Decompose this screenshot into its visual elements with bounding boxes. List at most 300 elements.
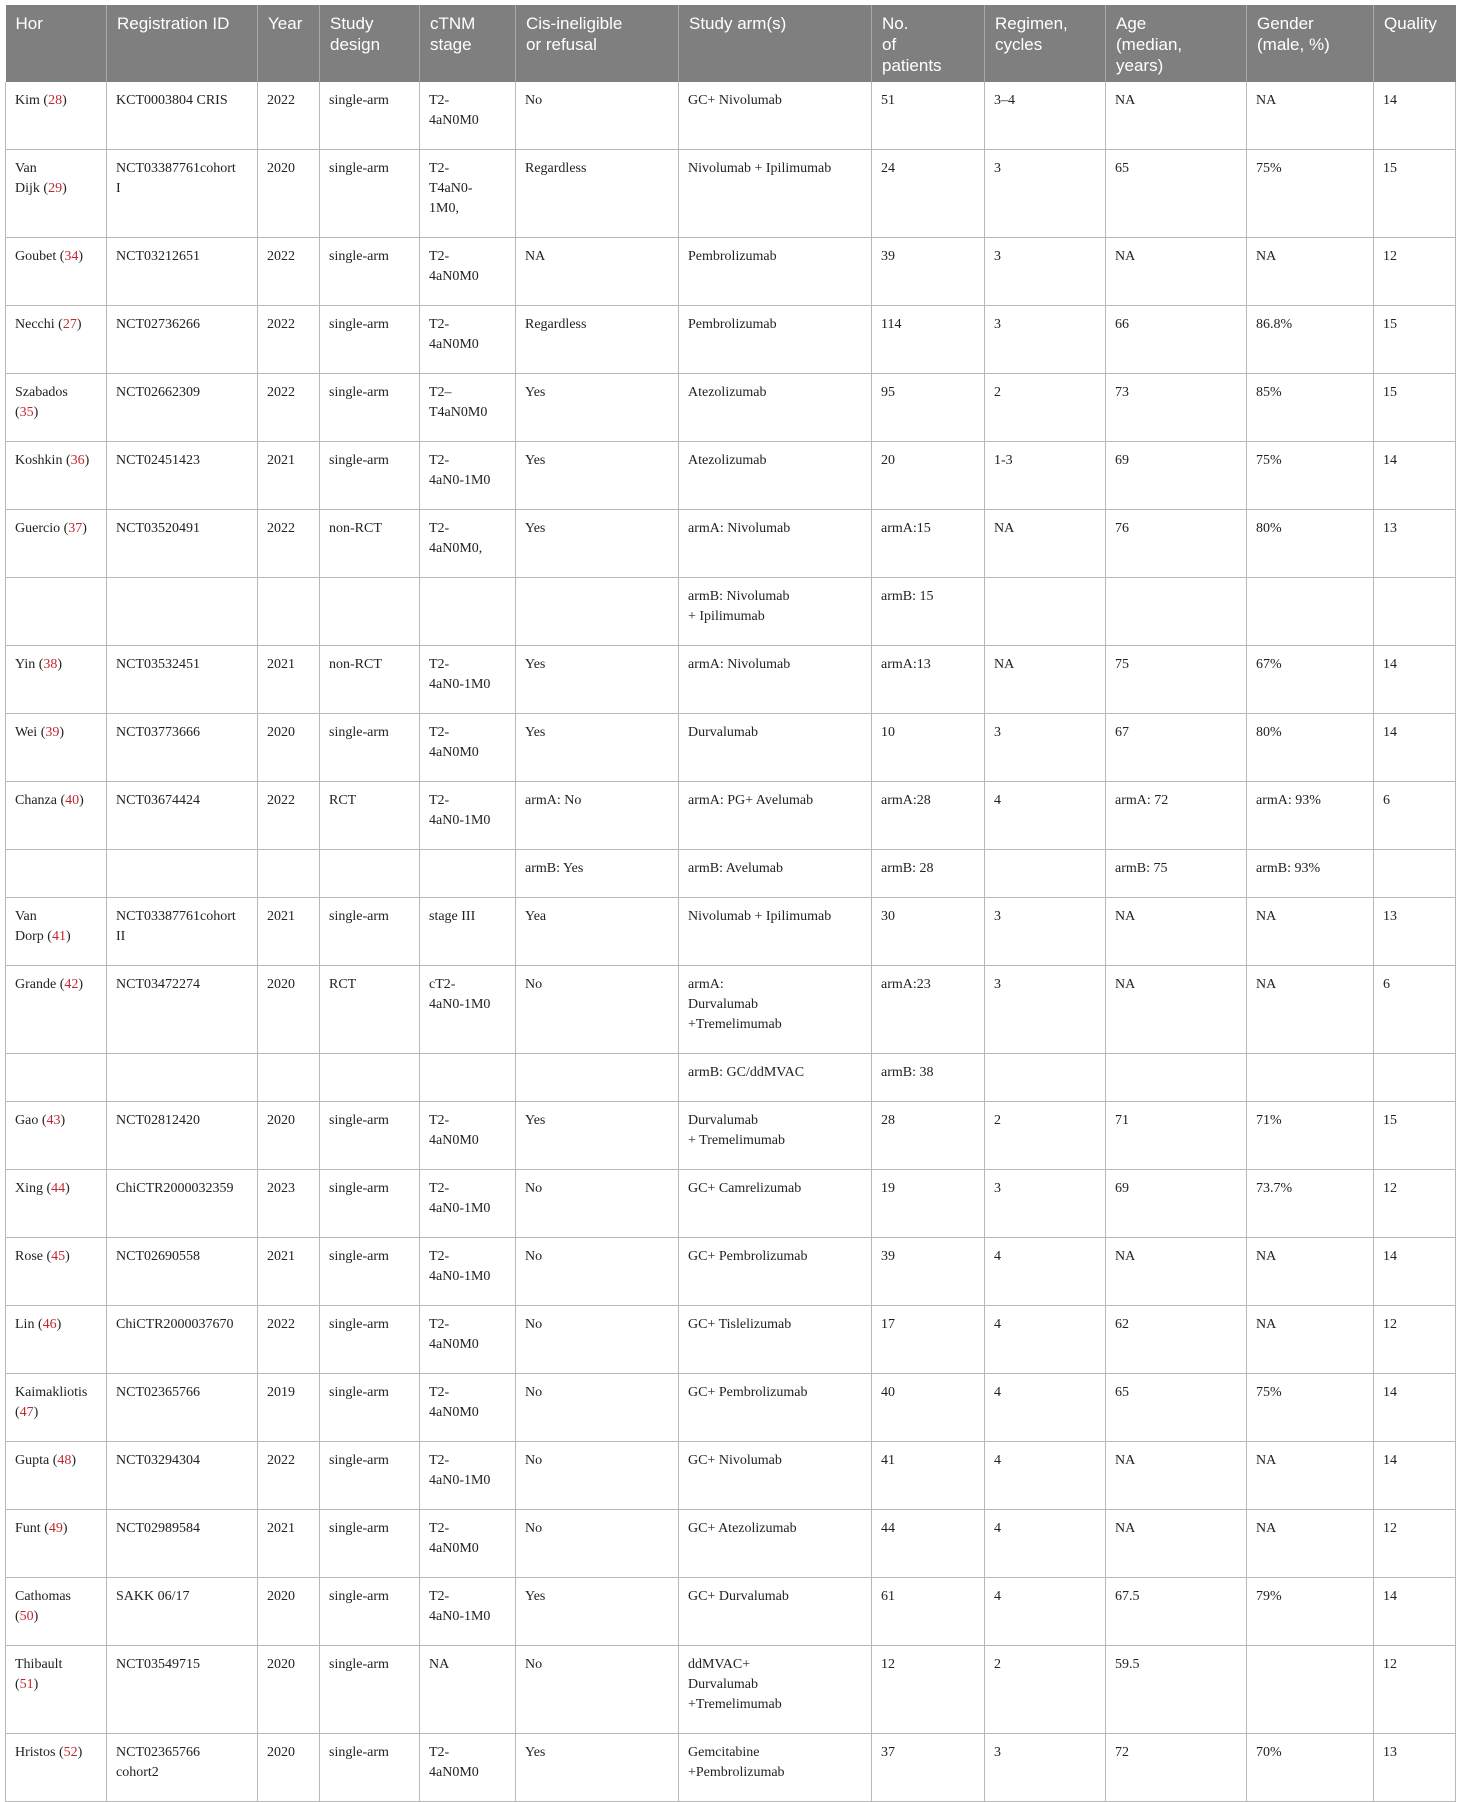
cell-age: 62 (1106, 1306, 1247, 1374)
col-header: No. of patients (872, 5, 985, 82)
cell-patients: 95 (872, 374, 985, 442)
cell-quality (1374, 578, 1456, 646)
reference-link[interactable]: 34 (64, 249, 79, 264)
cell-patients: 39 (872, 1238, 985, 1306)
cell-cis-ineligible: armB: Yes (516, 850, 679, 898)
cell-ctnm-stage: cT2- 4aN0-1M0 (420, 966, 516, 1054)
cell-regimen-cycles: 3 (985, 238, 1106, 306)
cell-regimen-cycles: 2 (985, 374, 1106, 442)
cell-regimen-cycles: 4 (985, 1510, 1106, 1578)
col-header: Hor (6, 5, 107, 82)
cell-patients: 44 (872, 1510, 985, 1578)
cell-registration-id: NCT02690558 (107, 1238, 258, 1306)
table-row (6, 1442, 1456, 1510)
cell-registration-id: NCT03532451 (107, 646, 258, 714)
author-name: Lin (15, 1317, 35, 1332)
cell-year: 2022 (258, 782, 320, 850)
author-name: Guercio (15, 521, 61, 536)
cell-regimen-cycles (985, 1054, 1106, 1102)
cell-gender: NA (1247, 898, 1374, 966)
cell-regimen-cycles (985, 578, 1106, 646)
cell-ctnm-stage: T2- 4aN0-1M0 (420, 1578, 516, 1646)
cell-study-design: non-RCT (320, 510, 420, 578)
cell-regimen-cycles: NA (985, 510, 1106, 578)
cell-author: Funt (49) (6, 1510, 107, 1578)
cell-quality (1374, 1054, 1456, 1102)
cell-registration-id: NCT03472274 (107, 966, 258, 1054)
cell-study-arms: GC+ Pembrolizumab (679, 1374, 872, 1442)
table-row (6, 1306, 1456, 1374)
cell-cis-ineligible: No (516, 82, 679, 150)
cell-regimen-cycles: 3–4 (985, 82, 1106, 150)
cell-author: Guercio (37) (6, 510, 107, 578)
cell-year: 2020 (258, 1646, 320, 1734)
cell-registration-id: NCT02365766 (107, 1374, 258, 1442)
cell-age: NA (1106, 1442, 1247, 1510)
cell-ctnm-stage: T2- 4aN0-1M0 (420, 1238, 516, 1306)
cell-quality: 13 (1374, 898, 1456, 966)
col-header: Study arm(s) (679, 5, 872, 82)
cell-study-design (320, 850, 420, 898)
cell-year: 2020 (258, 714, 320, 782)
reference-link[interactable]: 35 (19, 405, 34, 420)
cell-study-design: single-arm (320, 714, 420, 782)
cell-year: 2022 (258, 238, 320, 306)
author-name: Gupta (15, 1453, 50, 1468)
author-name: Wei (15, 725, 38, 740)
cell-gender: 80% (1247, 510, 1374, 578)
cell-registration-id: NCT03773666 (107, 714, 258, 782)
table-row (6, 1102, 1456, 1170)
author-name: Funt (15, 1521, 41, 1536)
cell-author: Cathomas (50) (6, 1578, 107, 1646)
cell-study-arms: GC+ Camrelizumab (679, 1170, 872, 1238)
table-row (6, 578, 1456, 646)
cell-cis-ineligible: No (516, 1510, 679, 1578)
cell-age: 69 (1106, 1170, 1247, 1238)
cell-patients: 30 (872, 898, 985, 966)
author-name: Van Dorp (15, 909, 44, 944)
cell-quality: 12 (1374, 1170, 1456, 1238)
col-header: Study design (320, 5, 420, 82)
reference-link[interactable]: 36 (70, 453, 85, 468)
table-row (6, 1170, 1456, 1238)
cell-cis-ineligible: Yea (516, 898, 679, 966)
cell-study-arms: GC+ Nivolumab (679, 82, 872, 150)
cell-gender: NA (1247, 238, 1374, 306)
cell-year: 2022 (258, 306, 320, 374)
cell-year: 2022 (258, 1306, 320, 1374)
author-name: Goubet (15, 249, 57, 264)
cell-registration-id: NCT03387761cohort II (107, 898, 258, 966)
cell-year: 2023 (258, 1170, 320, 1238)
table-row (6, 442, 1456, 510)
cell-regimen-cycles: NA (985, 646, 1106, 714)
cell-cis-ineligible: Yes (516, 1102, 679, 1170)
cell-study-arms: Atezolizumab (679, 442, 872, 510)
cell-patients: 51 (872, 82, 985, 150)
cell-cis-ineligible: No (516, 1374, 679, 1442)
cell-registration-id: NCT03212651 (107, 238, 258, 306)
reference-link[interactable]: 50 (19, 1609, 34, 1624)
cell-year (258, 578, 320, 646)
reference-link[interactable]: 48 (57, 1453, 72, 1468)
cell-patients: 20 (872, 442, 985, 510)
cell-registration-id: NCT02736266 (107, 306, 258, 374)
cell-gender: NA (1247, 966, 1374, 1054)
cell-study-design: non-RCT (320, 646, 420, 714)
cell-study-arms: armA: PG+ Avelumab (679, 782, 872, 850)
reference-link[interactable]: 28 (48, 93, 63, 108)
cell-regimen-cycles: 3 (985, 966, 1106, 1054)
cell-age: 59.5 (1106, 1646, 1247, 1734)
cell-ctnm-stage: T2- 4aN0M0 (420, 306, 516, 374)
cell-gender (1247, 1646, 1374, 1734)
cell-study-arms: GC+ Pembrolizumab (679, 1238, 872, 1306)
cell-patients: armB: 28 (872, 850, 985, 898)
cell-author: Van Dijk (29) (6, 150, 107, 238)
cell-gender: 85% (1247, 374, 1374, 442)
cell-gender: 71% (1247, 1102, 1374, 1170)
cell-author: Gupta (48) (6, 1442, 107, 1510)
cell-quality: 14 (1374, 1578, 1456, 1646)
cell-study-design: single-arm (320, 1238, 420, 1306)
cell-author: Szabados (35) (6, 374, 107, 442)
cell-author: Rose (45) (6, 1238, 107, 1306)
cell-regimen-cycles: 2 (985, 1102, 1106, 1170)
cell-study-arms: armA: Nivolumab (679, 646, 872, 714)
cell-registration-id (107, 1054, 258, 1102)
table-body (6, 82, 1456, 1802)
cell-study-arms: armA: Nivolumab (679, 510, 872, 578)
cell-study-design: single-arm (320, 1102, 420, 1170)
cell-author: Grande (42) (6, 966, 107, 1054)
cell-age: 73 (1106, 374, 1247, 442)
cell-quality: 15 (1374, 306, 1456, 374)
cell-study-arms: armB: Avelumab (679, 850, 872, 898)
cell-study-arms: Atezolizumab (679, 374, 872, 442)
cell-quality: 13 (1374, 1734, 1456, 1802)
reference-link[interactable]: 46 (42, 1317, 57, 1332)
table-row (6, 1374, 1456, 1442)
cell-patients: armB: 15 (872, 578, 985, 646)
cell-registration-id: NCT03387761cohort I (107, 150, 258, 238)
cell-cis-ineligible: armA: No (516, 782, 679, 850)
author-name: Van Dijk (15, 161, 40, 196)
cell-author: Kaimakliotis (47) (6, 1374, 107, 1442)
cell-study-design: single-arm (320, 1374, 420, 1442)
cell-gender: 75% (1247, 150, 1374, 238)
cell-age: 76 (1106, 510, 1247, 578)
cell-regimen-cycles: 4 (985, 1442, 1106, 1510)
col-header: Registration ID (107, 5, 258, 82)
cell-study-arms: Pembrolizumab (679, 306, 872, 374)
cell-study-design: RCT (320, 966, 420, 1054)
table-row (6, 714, 1456, 782)
cell-age: NA (1106, 898, 1247, 966)
author-name: Cathomas (15, 1589, 71, 1604)
cell-registration-id: NCT02662309 (107, 374, 258, 442)
cell-ctnm-stage: T2- 4aN0M0 (420, 238, 516, 306)
cell-study-design: RCT (320, 782, 420, 850)
author-name: Xing (15, 1181, 43, 1196)
cell-ctnm-stage: T2- 4aN0-1M0 (420, 782, 516, 850)
cell-patients: 10 (872, 714, 985, 782)
cell-study-arms: ddMVAC+ Durvalumab +Tremelimumab (679, 1646, 872, 1734)
cell-quality: 15 (1374, 374, 1456, 442)
cell-year: 2020 (258, 1734, 320, 1802)
col-header: Quality (1374, 5, 1456, 82)
cell-age: 67.5 (1106, 1578, 1247, 1646)
cell-gender: NA (1247, 1510, 1374, 1578)
reference-link[interactable]: 43 (46, 1113, 61, 1128)
cell-quality (1374, 850, 1456, 898)
cell-ctnm-stage: T2- T4aN0- 1M0, (420, 150, 516, 238)
cell-year: 2021 (258, 1510, 320, 1578)
reference-link[interactable]: 51 (19, 1677, 34, 1692)
cell-study-design: single-arm (320, 1578, 420, 1646)
cell-cis-ineligible: No (516, 1170, 679, 1238)
cell-ctnm-stage: T2- 4aN0M0 (420, 1306, 516, 1374)
cell-year: 2020 (258, 1102, 320, 1170)
cell-cis-ineligible: Regardless (516, 306, 679, 374)
author-name: Necchi (15, 317, 55, 332)
cell-study-arms: armB: GC/ddMVAC (679, 1054, 872, 1102)
author-name: Thibault (15, 1657, 63, 1672)
cell-study-arms: armA: Durvalumab +Tremelimumab (679, 966, 872, 1054)
cell-author: Thibault (51) (6, 1646, 107, 1734)
cell-age: 75 (1106, 646, 1247, 714)
cell-gender: 75% (1247, 442, 1374, 510)
cell-cis-ineligible: Yes (516, 442, 679, 510)
cell-gender: 79% (1247, 1578, 1374, 1646)
cell-regimen-cycles: 4 (985, 1578, 1106, 1646)
col-header: Cis-ineligible or refusal (516, 5, 679, 82)
cell-author (6, 850, 107, 898)
cell-patients: 41 (872, 1442, 985, 1510)
author-name: Yin (15, 657, 36, 672)
reference-link[interactable]: 49 (48, 1521, 63, 1536)
author-name: Gao (15, 1113, 39, 1128)
table-row (6, 646, 1456, 714)
cell-cis-ineligible: Yes (516, 510, 679, 578)
cell-age: NA (1106, 82, 1247, 150)
reference-link[interactable]: 39 (45, 725, 60, 740)
table-row (6, 898, 1456, 966)
cell-registration-id: NCT02989584 (107, 1510, 258, 1578)
cell-ctnm-stage: T2- 4aN0M0 (420, 714, 516, 782)
cell-registration-id: ChiCTR2000032359 (107, 1170, 258, 1238)
cell-year: 2020 (258, 966, 320, 1054)
cell-patients: 24 (872, 150, 985, 238)
cell-age: armA: 72 (1106, 782, 1247, 850)
studies-table (5, 5, 1456, 1802)
cell-cis-ineligible: No (516, 966, 679, 1054)
cell-author: Gao (43) (6, 1102, 107, 1170)
reference-link[interactable]: 27 (62, 317, 77, 332)
reference-link[interactable]: 41 (51, 929, 66, 944)
cell-registration-id (107, 850, 258, 898)
cell-study-design: single-arm (320, 898, 420, 966)
cell-age (1106, 578, 1247, 646)
cell-regimen-cycles: 2 (985, 1646, 1106, 1734)
cell-study-arms: Pembrolizumab (679, 238, 872, 306)
table-row (6, 1054, 1456, 1102)
cell-year (258, 850, 320, 898)
cell-year: 2022 (258, 374, 320, 442)
cell-quality: 12 (1374, 1306, 1456, 1374)
cell-ctnm-stage (420, 1054, 516, 1102)
cell-ctnm-stage: T2- 4aN0M0 (420, 1510, 516, 1578)
cell-study-design: single-arm (320, 374, 420, 442)
cell-study-design: single-arm (320, 238, 420, 306)
cell-ctnm-stage: T2- 4aN0-1M0 (420, 1170, 516, 1238)
cell-ctnm-stage: T2- 4aN0M0 (420, 82, 516, 150)
cell-author: Koshkin (36) (6, 442, 107, 510)
cell-year: 2022 (258, 82, 320, 150)
cell-cis-ineligible: Yes (516, 1734, 679, 1802)
table-row (6, 1646, 1456, 1734)
cell-study-design: single-arm (320, 1734, 420, 1802)
table-row (6, 1578, 1456, 1646)
cell-ctnm-stage: T2- 4aN0-1M0 (420, 646, 516, 714)
cell-age (1106, 1054, 1247, 1102)
cell-study-design: single-arm (320, 150, 420, 238)
cell-year: 2022 (258, 1442, 320, 1510)
cell-regimen-cycles: 1-3 (985, 442, 1106, 510)
cell-ctnm-stage: T2– T4aN0M0 (420, 374, 516, 442)
cell-ctnm-stage: T2- 4aN0M0 (420, 1734, 516, 1802)
author-name: Kaimakliotis (15, 1385, 88, 1400)
cell-registration-id: NCT03520491 (107, 510, 258, 578)
cell-author (6, 578, 107, 646)
cell-study-arms: Durvalumab (679, 714, 872, 782)
cell-cis-ineligible: Yes (516, 714, 679, 782)
cell-year: 2022 (258, 510, 320, 578)
cell-patients: 17 (872, 1306, 985, 1374)
cell-study-arms: GC+ Nivolumab (679, 1442, 872, 1510)
cell-patients: 12 (872, 1646, 985, 1734)
reference-link[interactable]: 45 (51, 1249, 66, 1264)
cell-year: 2020 (258, 150, 320, 238)
cell-age: armB: 75 (1106, 850, 1247, 898)
cell-gender (1247, 578, 1374, 646)
cell-gender: armA: 93% (1247, 782, 1374, 850)
cell-author: Goubet (34) (6, 238, 107, 306)
table-row (6, 1510, 1456, 1578)
table-row (6, 966, 1456, 1054)
cell-age: 66 (1106, 306, 1247, 374)
cell-gender: NA (1247, 82, 1374, 150)
cell-gender: NA (1247, 1442, 1374, 1510)
col-header: Age (median, years) (1106, 5, 1247, 82)
cell-gender: 80% (1247, 714, 1374, 782)
cell-regimen-cycles: 4 (985, 1238, 1106, 1306)
cell-age: 67 (1106, 714, 1247, 782)
cell-quality: 14 (1374, 1238, 1456, 1306)
reference-link[interactable]: 40 (65, 793, 80, 808)
reference-link[interactable]: 44 (51, 1181, 66, 1196)
cell-author (6, 1054, 107, 1102)
cell-author: Lin (46) (6, 1306, 107, 1374)
cell-age: 65 (1106, 150, 1247, 238)
table-row (6, 238, 1456, 306)
cell-cis-ineligible: No (516, 1238, 679, 1306)
col-header: Regimen, cycles (985, 5, 1106, 82)
header-row (6, 5, 1456, 82)
table-row (6, 82, 1456, 150)
cell-study-arms: armB: Nivolumab + Ipilimumab (679, 578, 872, 646)
cell-ctnm-stage: NA (420, 1646, 516, 1734)
reference-link[interactable]: 42 (64, 977, 79, 992)
reference-link[interactable]: 47 (19, 1405, 34, 1420)
cell-cis-ineligible: Yes (516, 646, 679, 714)
cell-gender: 86.8% (1247, 306, 1374, 374)
reference-link[interactable]: 29 (48, 181, 63, 196)
cell-regimen-cycles: 3 (985, 150, 1106, 238)
cell-ctnm-stage: T2- 4aN0-1M0 (420, 1442, 516, 1510)
cell-age: 65 (1106, 1374, 1247, 1442)
cell-patients: 114 (872, 306, 985, 374)
cell-ctnm-stage: T2- 4aN0M0 (420, 1102, 516, 1170)
author-name: Grande (15, 977, 57, 992)
cell-patients: armA:28 (872, 782, 985, 850)
table-row (6, 1734, 1456, 1802)
cell-gender: 67% (1247, 646, 1374, 714)
cell-patients: 19 (872, 1170, 985, 1238)
cell-quality: 14 (1374, 714, 1456, 782)
cell-quality: 6 (1374, 966, 1456, 1054)
cell-ctnm-stage: T2- 4aN0M0, (420, 510, 516, 578)
cell-study-design: single-arm (320, 1170, 420, 1238)
table-row (6, 306, 1456, 374)
table-row (6, 1238, 1456, 1306)
table-row (6, 850, 1456, 898)
cell-ctnm-stage (420, 578, 516, 646)
cell-study-design: single-arm (320, 306, 420, 374)
author-name: Kim (15, 93, 40, 108)
cell-patients: 37 (872, 1734, 985, 1802)
reference-link[interactable]: 38 (43, 657, 58, 672)
cell-author: Xing (44) (6, 1170, 107, 1238)
reference-link[interactable]: 37 (68, 521, 83, 536)
cell-age: NA (1106, 1238, 1247, 1306)
col-header: Year (258, 5, 320, 82)
cell-cis-ineligible: No (516, 1646, 679, 1734)
author-name: Szabados (15, 385, 68, 400)
cell-cis-ineligible: Regardless (516, 150, 679, 238)
cell-quality: 13 (1374, 510, 1456, 578)
reference-link[interactable]: 52 (63, 1745, 78, 1760)
cell-cis-ineligible: Yes (516, 374, 679, 442)
cell-age: NA (1106, 238, 1247, 306)
cell-author: Chanza (40) (6, 782, 107, 850)
cell-cis-ineligible: NA (516, 238, 679, 306)
cell-regimen-cycles: 3 (985, 1734, 1106, 1802)
cell-registration-id: NCT02451423 (107, 442, 258, 510)
cell-gender: NA (1247, 1238, 1374, 1306)
cell-study-design: single-arm (320, 82, 420, 150)
cell-gender: 73.7% (1247, 1170, 1374, 1238)
cell-quality: 14 (1374, 442, 1456, 510)
cell-age: 72 (1106, 1734, 1247, 1802)
cell-year: 2019 (258, 1374, 320, 1442)
cell-quality: 14 (1374, 1374, 1456, 1442)
cell-registration-id: ChiCTR2000037670 (107, 1306, 258, 1374)
cell-quality: 15 (1374, 150, 1456, 238)
cell-ctnm-stage (420, 850, 516, 898)
table-row (6, 374, 1456, 442)
